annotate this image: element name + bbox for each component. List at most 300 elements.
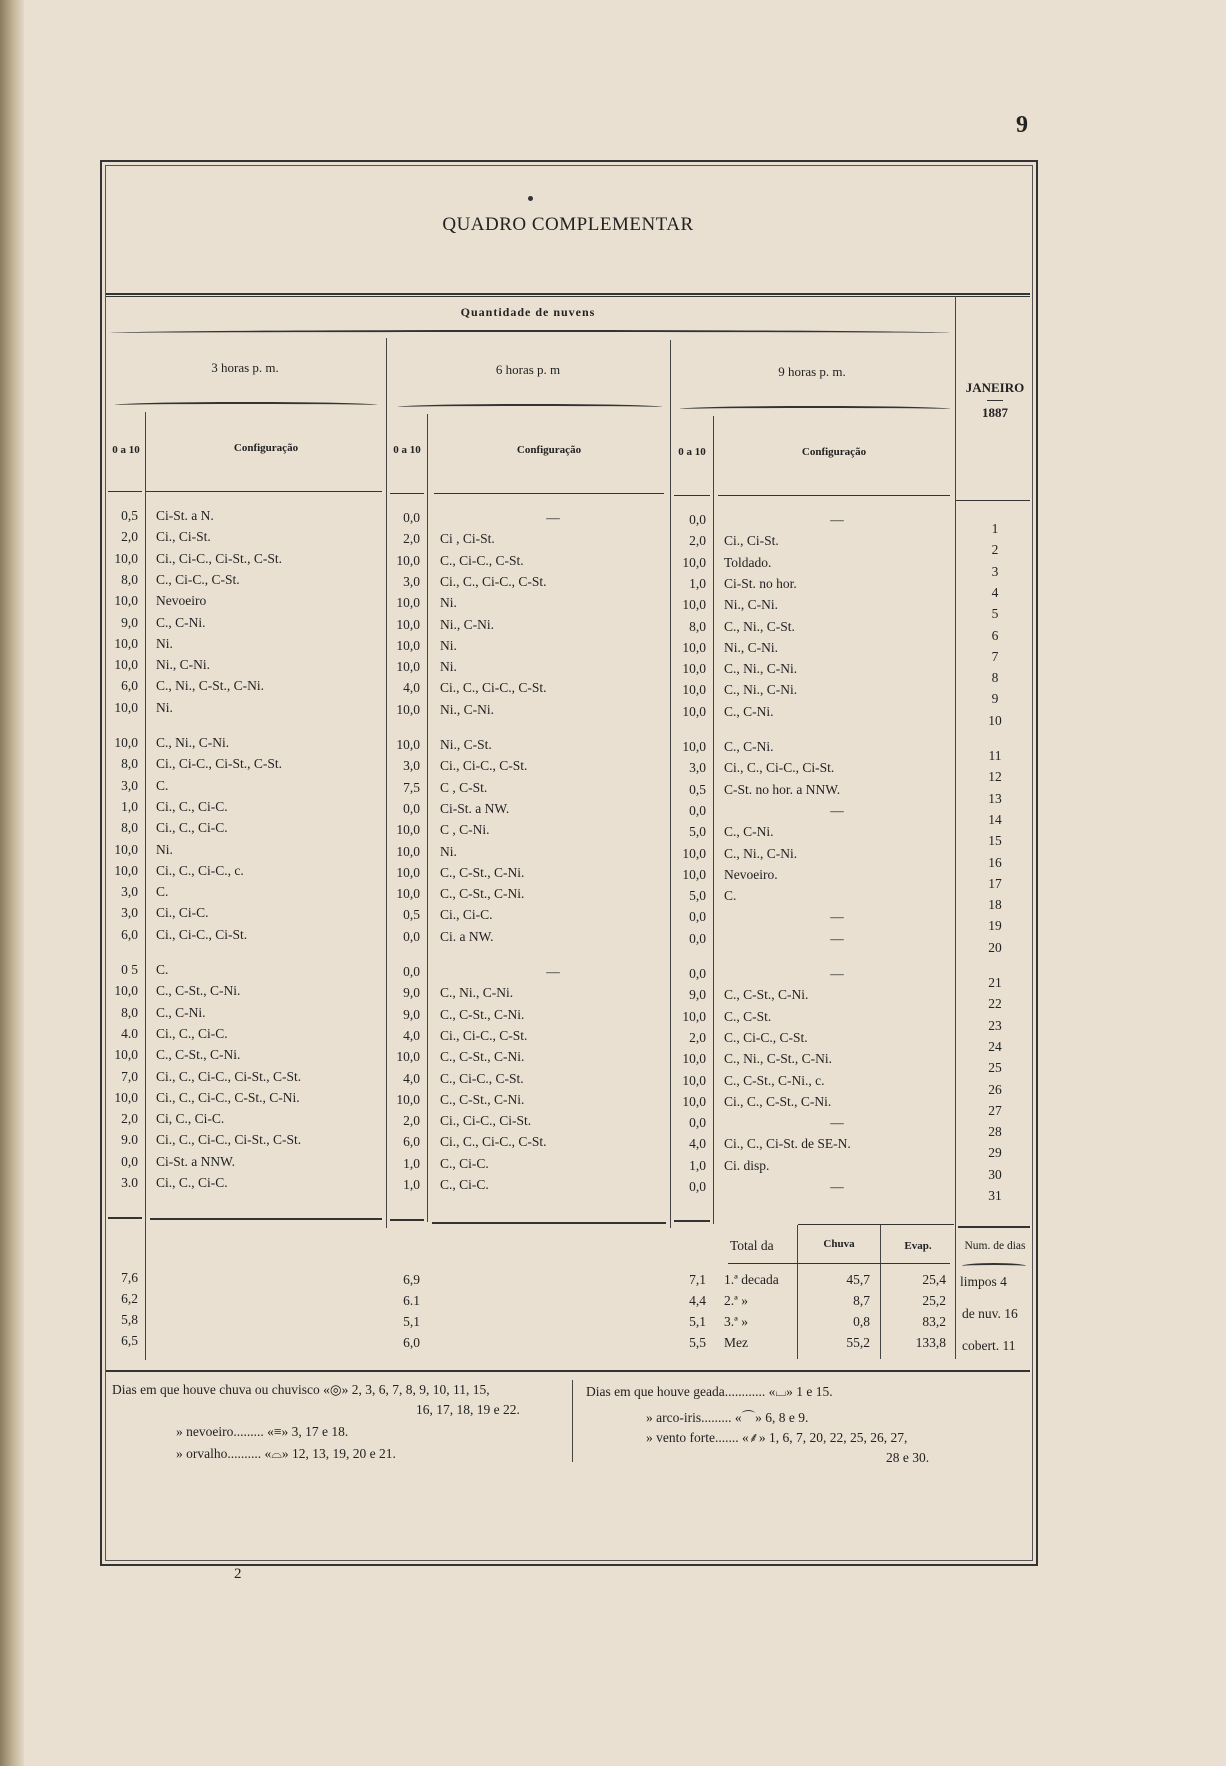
config-3pm: Ci., C., Ci-C.: [156, 820, 228, 836]
config-6pm: —: [546, 510, 560, 525]
config-9pm: C., Ni., C-Ni.: [724, 845, 798, 861]
cloud-6pm-value: 10,0: [396, 616, 420, 632]
summary-chuva-value: 55,2: [846, 1335, 870, 1350]
cloud-6pm-value: 10,0: [396, 659, 420, 675]
header-3pm: 3 horas p. m.: [211, 360, 279, 375]
config-9pm: C., C-St., C-Ni.: [724, 987, 809, 1003]
year-label: 1887: [982, 404, 1008, 420]
summary-top-rule: [798, 1224, 954, 1225]
summary-h6-value: 6.1: [403, 1293, 420, 1308]
cloud-3pm-value: 3,0: [121, 777, 138, 793]
config-9pm: Ni., C-Ni.: [724, 639, 778, 655]
chuva-label: Chuva: [823, 1238, 855, 1250]
cloud-6pm-value: 10,0: [396, 864, 420, 880]
cloud-3pm-value: 10,0: [114, 983, 138, 999]
config-6pm: C., Ni., C-Ni.: [440, 985, 514, 1001]
scale-header-3pm: 0 a 10: [112, 444, 140, 456]
day-number: 26: [988, 1081, 1002, 1097]
config-3pm: Ci., C., Ci-C.: [156, 798, 228, 814]
config-6pm: Ni., C-Ni.: [440, 701, 494, 717]
end-rule-s9: [674, 1220, 710, 1222]
config-3pm: Ci., C., Ci-C., C-St., C-Ni.: [156, 1089, 300, 1105]
cloud-9pm-value: 0,0: [689, 909, 706, 925]
config-3pm: C.: [156, 962, 169, 977]
month-bar: [987, 400, 1003, 401]
note-dew: » orvalho.......... «⌓» 12, 13, 19, 20 e 21.: [176, 1446, 396, 1461]
cloud-6pm-value: 0,0: [403, 510, 420, 525]
summary-periods-value: 1.ª decada: [724, 1272, 779, 1287]
cloud-6pm-value: 3,0: [403, 573, 420, 589]
config-6pm: C., Ci-C.: [440, 1177, 489, 1192]
day-number: 15: [988, 833, 1002, 849]
cloud-6pm-value: 10,0: [396, 552, 420, 568]
config-3pm: C., Ni., C-Ni.: [156, 735, 230, 750]
end-rule-month: [958, 1226, 1030, 1228]
config-9pm: C., Ni., C-Ni.: [724, 682, 798, 698]
summary-h6-value: 6,0: [403, 1335, 420, 1350]
config-6pm: Ni.: [440, 595, 457, 611]
total-label: Total da: [730, 1238, 774, 1253]
summary-periods-value: 3.ª »: [724, 1314, 748, 1329]
config-3pm: Ni., C-Ni.: [156, 657, 210, 673]
config-6pm: Ci., Ci-C., Ci-St.: [440, 1113, 532, 1129]
day-number: 24: [988, 1038, 1002, 1054]
config-3pm: Ci, C., Ci-C.: [156, 1111, 225, 1127]
cloud-6pm-value: 9,0: [403, 1006, 420, 1022]
days-clear: limpos 4: [960, 1274, 1007, 1289]
summary-h3-value: 6,5: [121, 1333, 138, 1348]
cloud-6pm-value: 10,0: [396, 1049, 420, 1065]
config-6pm: C., Ci-C., C-St.: [440, 552, 524, 568]
divider-9-scale: [713, 416, 714, 1224]
config-3pm: Ci., Ci-St.: [156, 529, 211, 545]
note-frost: Dias em que houve geada............ «⌴» 1 e 15.: [586, 1384, 833, 1399]
config-6pm: Ni.: [440, 637, 457, 653]
divider-3-scale: [145, 412, 146, 1360]
book-spine: [0, 0, 24, 1766]
day-number: 8: [991, 670, 999, 686]
cloud-9pm-value: 5,0: [689, 824, 706, 840]
cloud-3pm-value: 0,0: [121, 1153, 138, 1169]
config-6pm: C., C-St., C-Ni.: [440, 864, 525, 880]
cloud-3pm-value: 10,0: [114, 862, 138, 878]
note-rain-1: Dias em que houve chuva ou chuvisco «◎» 2, 3, 6, 7, 8, 9, 10, 11, 15,: [112, 1382, 490, 1397]
cloud-6pm-value: 2,0: [403, 531, 420, 547]
cloud-3pm-value: 6,0: [121, 926, 138, 942]
title-rule: [106, 293, 1030, 295]
cloud-9pm-value: 0,0: [689, 966, 706, 981]
config-6pm: C , C-Ni.: [440, 822, 490, 838]
end-rule-c3: [150, 1218, 382, 1220]
day-number: 10: [988, 712, 1002, 728]
config-6pm: C., C-St., C-Ni.: [440, 1091, 525, 1107]
cloud-3pm-value: 10,0: [114, 735, 138, 750]
cloud-9pm-value: 0,0: [689, 930, 706, 946]
config-9pm: —: [830, 802, 844, 818]
config-3pm: C., Ci-C., C-St.: [156, 571, 240, 587]
config-9pm: Ci., C., Ci-C., Ci-St.: [724, 760, 835, 776]
divider-6-scale: [427, 414, 428, 1222]
summary-periods-value: Mez: [724, 1335, 748, 1350]
notes-top-rule: [106, 1370, 1030, 1372]
summary-h6-value: 6,9: [403, 1272, 420, 1287]
config-header-6pm: Configuração: [516, 444, 582, 456]
cloud-9pm-value: 10,0: [682, 1051, 706, 1067]
config-3pm: Ci., Ci-C.: [156, 905, 209, 921]
brace-6pm: [398, 404, 662, 410]
config-9pm: C., C-Ni.: [724, 739, 774, 754]
cloud-3pm-value: 8,0: [121, 820, 138, 836]
cloud-6pm-value: 3,0: [403, 758, 420, 774]
summary-h9-value: 5,5: [689, 1335, 706, 1350]
config-6pm: C., C-St., C-Ni.: [440, 1049, 525, 1065]
day-number: 16: [988, 854, 1002, 870]
summary-evap-value: 25,4: [922, 1272, 946, 1287]
cloud-9pm-value: 0,0: [689, 1179, 706, 1194]
cloud-3pm-value: 2,0: [121, 1111, 138, 1127]
config-3pm: Ni.: [156, 635, 173, 651]
subheader-rule-9: [718, 495, 950, 496]
config-9pm: C-St. no hor. a NNW.: [724, 781, 841, 797]
cloud-9pm-value: 9,0: [689, 987, 706, 1003]
config-3pm: C., C-Ni.: [156, 614, 206, 630]
day-number: 18: [988, 897, 1002, 913]
brace-9pm: [680, 406, 950, 412]
config-6pm: C., Ci-C.: [440, 1155, 489, 1171]
notes-divider: [572, 1380, 573, 1462]
days-covered: cobert. 11: [962, 1338, 1016, 1353]
cloud-3pm-value: 3.0: [121, 1175, 138, 1190]
cloud-3pm-value: 0,5: [121, 508, 138, 523]
day-number: 7: [991, 648, 999, 664]
cloud-9pm-value: 10,0: [682, 1072, 706, 1088]
config-9pm: Nevoeiro.: [724, 866, 778, 882]
config-9pm: —: [830, 1115, 844, 1131]
summary-chuva-value: 8,7: [853, 1293, 870, 1308]
footer-number: 2: [234, 1566, 242, 1582]
cloud-9pm-value: 10,0: [682, 1093, 706, 1109]
cloud-9pm-value: 0,0: [689, 512, 706, 527]
config-3pm: C.: [156, 777, 169, 793]
config-6pm: Ci , Ci-St.: [440, 531, 495, 547]
summary-h3-value: 7,6: [121, 1270, 138, 1285]
cloud-6pm-value: 0,0: [403, 800, 420, 816]
subheader-rule-6: [434, 493, 664, 494]
config-3pm: Ni.: [156, 841, 173, 857]
cloud-9pm-value: 4,0: [689, 1136, 706, 1152]
cloud-6pm-value: 10,0: [396, 843, 420, 859]
config-9pm: Ni., C-Ni.: [724, 597, 778, 613]
summary-h9-value: 7,1: [689, 1272, 706, 1287]
cloud-3pm-value: 10,0: [114, 657, 138, 673]
cloud-3pm-value: 8,0: [121, 756, 138, 772]
config-9pm: C., Ni., C-St., C-Ni.: [724, 1051, 833, 1067]
summary-periods-value: 2.ª »: [724, 1293, 748, 1308]
summary-h9-value: 4,4: [689, 1293, 706, 1308]
summary-h3-value: 6,2: [121, 1291, 138, 1306]
cloud-9pm-value: 2,0: [689, 1029, 706, 1045]
config-9pm: C., C-St.: [724, 1008, 772, 1024]
cloud-3pm-value: 10,0: [114, 841, 138, 857]
cloud-3pm-value: 8,0: [121, 1004, 138, 1020]
cloud-3pm-value: 3,0: [121, 884, 138, 900]
cloud-3pm-value: 9,0: [121, 614, 138, 630]
config-6pm: Ni.: [440, 843, 457, 859]
config-9pm: —: [830, 966, 844, 981]
config-3pm: C., C-St., C-Ni.: [156, 1047, 241, 1063]
day-number: 2: [991, 542, 999, 558]
summary-h3-value: 5,8: [121, 1312, 138, 1327]
month-under-rule: [956, 500, 1030, 501]
cloud-3pm-value: 10,0: [114, 635, 138, 651]
cloud-3pm-value: 7,0: [121, 1068, 138, 1084]
day-number: 20: [988, 939, 1002, 955]
cloud-6pm-value: 2,0: [403, 1113, 420, 1129]
subheader-rule-s6: [390, 493, 424, 494]
day-number: 31: [988, 1188, 1002, 1203]
day-number: 13: [988, 790, 1002, 806]
cloud-6pm-value: 0,5: [403, 907, 420, 923]
subheader-rule-s9: [674, 495, 710, 496]
config-3pm: C.: [156, 884, 169, 900]
cloud-6pm-value: 0,0: [403, 928, 420, 944]
cloud-3pm-value: 9.0: [121, 1132, 138, 1148]
config-6pm: C., Ci-C., C-St.: [440, 1070, 524, 1086]
cloud-9pm-value: 1,0: [689, 575, 706, 591]
config-9pm: —: [830, 1179, 844, 1194]
day-number: 22: [988, 996, 1002, 1012]
cloud-3pm-value: 2,0: [121, 529, 138, 545]
config-3pm: Ci., C., Ci-C., c.: [156, 862, 244, 878]
day-number: 9: [991, 691, 999, 707]
config-6pm: Ni., C-St.: [440, 737, 492, 752]
cloud-6pm-value: 0,0: [403, 964, 420, 979]
config-6pm: Ci-St. a NW.: [440, 800, 510, 816]
day-number: 3: [991, 563, 999, 579]
cloud-9pm-value: 10,0: [682, 682, 706, 698]
summary-evap-value: 83,2: [922, 1314, 946, 1329]
cloud-6pm-value: 1,0: [403, 1177, 420, 1192]
evap-label: Evap.: [904, 1240, 932, 1252]
page-number: 9: [1016, 112, 1028, 138]
cloud-3pm-value: 8,0: [121, 571, 138, 587]
cloud-3pm-value: 6,0: [121, 678, 138, 694]
note-wind-1: » vento forte....... «⸙» 1, 6, 7, 20, 22, 25, 26, 27,: [646, 1430, 908, 1445]
config-9pm: Toldado.: [724, 554, 772, 570]
day-number: 25: [988, 1060, 1002, 1076]
config-6pm: Ci., Ci-C., C-St.: [440, 1027, 528, 1043]
config-6pm: —: [546, 964, 560, 979]
cloud-9pm-value: 10,0: [682, 639, 706, 655]
note-fog: » nevoeiro......... «≡» 3, 17 e 18.: [176, 1424, 349, 1439]
config-3pm: Ci., Ci-C., Ci-St.: [156, 926, 248, 942]
cloud-6pm-value: 1,0: [403, 1155, 420, 1171]
config-9pm: C., C-Ni.: [724, 703, 774, 719]
summary-evap-value: 25,2: [922, 1293, 946, 1308]
cloud-9pm-value: 10,0: [682, 703, 706, 719]
config-3pm: C., C-Ni.: [156, 1004, 206, 1020]
summary-evap-value: 133,8: [915, 1335, 946, 1350]
header-9pm: 9 horas p. m.: [778, 364, 846, 379]
config-9pm: Ci-St. no hor.: [724, 575, 797, 591]
days-cloudy: de nuv. 16: [962, 1306, 1018, 1321]
day-number: 4: [991, 584, 999, 600]
config-3pm: C., Ni., C-St., C-Ni.: [156, 678, 265, 694]
day-number: 1: [991, 521, 999, 536]
end-rule-s3: [108, 1217, 142, 1219]
day-number: 21: [988, 975, 1002, 990]
title-rule-2: [106, 296, 1030, 297]
config-6pm: Ni.: [440, 659, 457, 675]
config-3pm: Ni.: [156, 699, 173, 715]
config-3pm: Ci., C., Ci-C.: [156, 1025, 228, 1041]
day-number: 6: [991, 627, 999, 643]
cloud-6pm-value: 4,0: [403, 680, 420, 696]
scale-header-6pm: 0 a 10: [393, 444, 421, 456]
config-9pm: Ci. disp.: [724, 1157, 770, 1173]
config-6pm: Ci. a NW.: [440, 928, 494, 944]
days-brace: [962, 1263, 1026, 1269]
subheader-rule-s3: [108, 491, 142, 492]
cloud-9pm-value: 10,0: [682, 866, 706, 882]
config-3pm: Ci., C., Ci-C., Ci-St., C-St.: [156, 1068, 302, 1084]
config-9pm: C.: [724, 888, 737, 904]
month-header: [956, 378, 1034, 422]
config-9pm: C., C-Ni.: [724, 824, 774, 840]
cloud-9pm-value: 2,0: [689, 533, 706, 549]
cloud-3pm-value: 10,0: [114, 1047, 138, 1063]
config-header-3pm: Configuração: [233, 442, 299, 454]
note-wind-2: 28 e 30.: [886, 1450, 930, 1465]
note-rainbow: » arco-iris......... «⌒» 6, 8 e 9.: [646, 1410, 809, 1425]
month-label: JANEIRO: [965, 380, 1025, 395]
config-6pm: C , C-St.: [440, 779, 488, 795]
config-6pm: Ci., C., Ci-C., C-St.: [440, 573, 547, 589]
day-number: 19: [988, 918, 1002, 934]
config-3pm: Nevoeiro: [156, 593, 207, 609]
cloud-6pm-value: 4,0: [403, 1070, 420, 1086]
config-header-9pm: Configuração: [801, 446, 867, 458]
config-9pm: —: [830, 930, 844, 946]
config-6pm: Ci., Ci-C.: [440, 907, 493, 923]
day-number: 11: [988, 748, 1002, 763]
day-number: 27: [988, 1102, 1002, 1118]
cloud-3pm-value: 3,0: [121, 905, 138, 921]
day-number: 12: [988, 769, 1002, 785]
cloud-6pm-value: 10,0: [396, 822, 420, 838]
cloud-3pm-value: 10,0: [114, 593, 138, 609]
cloud-6pm-value: 10,0: [396, 737, 420, 752]
cloud-9pm-value: 10,0: [682, 1008, 706, 1024]
day-number: 14: [988, 811, 1002, 827]
config-9pm: Ci., Ci-St.: [724, 533, 779, 549]
config-6pm: Ci., C., Ci-C., C-St.: [440, 680, 547, 696]
config-3pm: C., C-St., C-Ni.: [156, 983, 241, 999]
cloud-6pm-value: 4,0: [403, 1027, 420, 1043]
summary-h6-value: 5,1: [403, 1314, 420, 1329]
cloud-9pm-value: 10,0: [682, 845, 706, 861]
config-9pm: C., C-St., C-Ni., c.: [724, 1072, 825, 1088]
cloud-6pm-value: 7,5: [403, 779, 420, 795]
cloud-9pm-value: 10,0: [682, 597, 706, 613]
day-number: 5: [991, 606, 999, 622]
config-6pm: Ci., C., Ci-C., C-St.: [440, 1134, 547, 1150]
days-label: Num. de dias: [964, 1240, 1026, 1252]
cloud-6pm-value: 10,0: [396, 701, 420, 717]
cloud-9pm-value: 10,0: [682, 554, 706, 570]
page-title: QUADRO COMPLEMENTAR: [442, 214, 694, 235]
config-9pm: Ci., C., C-St., C-Ni.: [724, 1093, 832, 1109]
config-3pm: Ci., C., Ci-C., Ci-St., C-St.: [156, 1132, 302, 1148]
config-3pm: Ci-St. a NNW.: [156, 1153, 236, 1169]
cloud-9pm-value: 0,5: [689, 781, 706, 797]
quantity-brace: [110, 330, 950, 336]
cloud-9pm-value: 1,0: [689, 1157, 706, 1173]
config-3pm: Ci., Ci-C., Ci-St., C-St.: [156, 550, 283, 566]
cloud-6pm-value: 9,0: [403, 985, 420, 1001]
config-6pm: C., C-St., C-Ni.: [440, 886, 525, 902]
day-number: 23: [988, 1017, 1002, 1033]
cloud-9pm-value: 5,0: [689, 888, 706, 904]
cloud-3pm-value: 0 5: [121, 962, 138, 977]
config-6pm: Ci., Ci-C., C-St.: [440, 758, 528, 774]
header-6pm: 6 horas p. m: [495, 362, 561, 377]
day-number: 28: [988, 1124, 1002, 1140]
config-9pm: —: [830, 909, 844, 925]
cloud-6pm-value: 10,0: [396, 595, 420, 611]
config-9pm: Ci., C., Ci-St. de SE-N.: [724, 1136, 851, 1152]
summary-chuva-value: 0,8: [853, 1314, 870, 1329]
cloud-9pm-value: 10,0: [682, 661, 706, 677]
end-rule-s6: [390, 1219, 424, 1221]
config-3pm: Ci., Ci-C., Ci-St., C-St.: [156, 756, 283, 772]
summary-chuva-value: 45,7: [846, 1272, 870, 1287]
summary-h9-value: 5,1: [689, 1314, 706, 1329]
cloud-6pm-value: 10,0: [396, 637, 420, 653]
quantity-header: Quantidade de nuvens: [460, 305, 596, 319]
cloud-3pm-value: 1,0: [121, 798, 138, 814]
day-number: 30: [988, 1166, 1002, 1182]
config-3pm: Ci-St. a N.: [156, 508, 214, 523]
cloud-9pm-value: 10,0: [682, 739, 706, 754]
cloud-6pm-value: 10,0: [396, 1091, 420, 1107]
cloud-3pm-value: 10,0: [114, 550, 138, 566]
scale-header-9pm: 0 a 10: [678, 446, 706, 458]
ornament-dot: [528, 196, 533, 201]
config-9pm: C., Ci-C., C-St.: [724, 1029, 808, 1045]
cloud-9pm-value: 0,0: [689, 1115, 706, 1131]
cloud-6pm-value: 6,0: [403, 1134, 420, 1150]
cloud-9pm-value: 0,0: [689, 802, 706, 818]
end-rule-c6: [432, 1222, 666, 1224]
cloud-9pm-value: 3,0: [689, 760, 706, 776]
cloud-3pm-value: 10,0: [114, 699, 138, 715]
cloud-6pm-value: 10,0: [396, 886, 420, 902]
cloud-3pm-value: 10,0: [114, 1089, 138, 1105]
config-9pm: C., Ni., C-St.: [724, 618, 795, 634]
subheader-rule-3: [146, 491, 382, 492]
brace-3pm: [115, 402, 377, 408]
config-9pm: C., Ni., C-Ni.: [724, 661, 798, 677]
cloud-3pm-value: 4.0: [121, 1025, 138, 1041]
config-9pm: —: [830, 512, 844, 527]
config-3pm: Ci., C., Ci-C.: [156, 1175, 228, 1190]
day-number: 29: [988, 1145, 1002, 1161]
config-6pm: C., C-St., C-Ni.: [440, 1006, 525, 1022]
day-number: 17: [988, 875, 1002, 891]
note-rain-2: 16, 17, 18, 19 e 22.: [416, 1402, 520, 1417]
config-6pm: Ni., C-Ni.: [440, 616, 494, 632]
